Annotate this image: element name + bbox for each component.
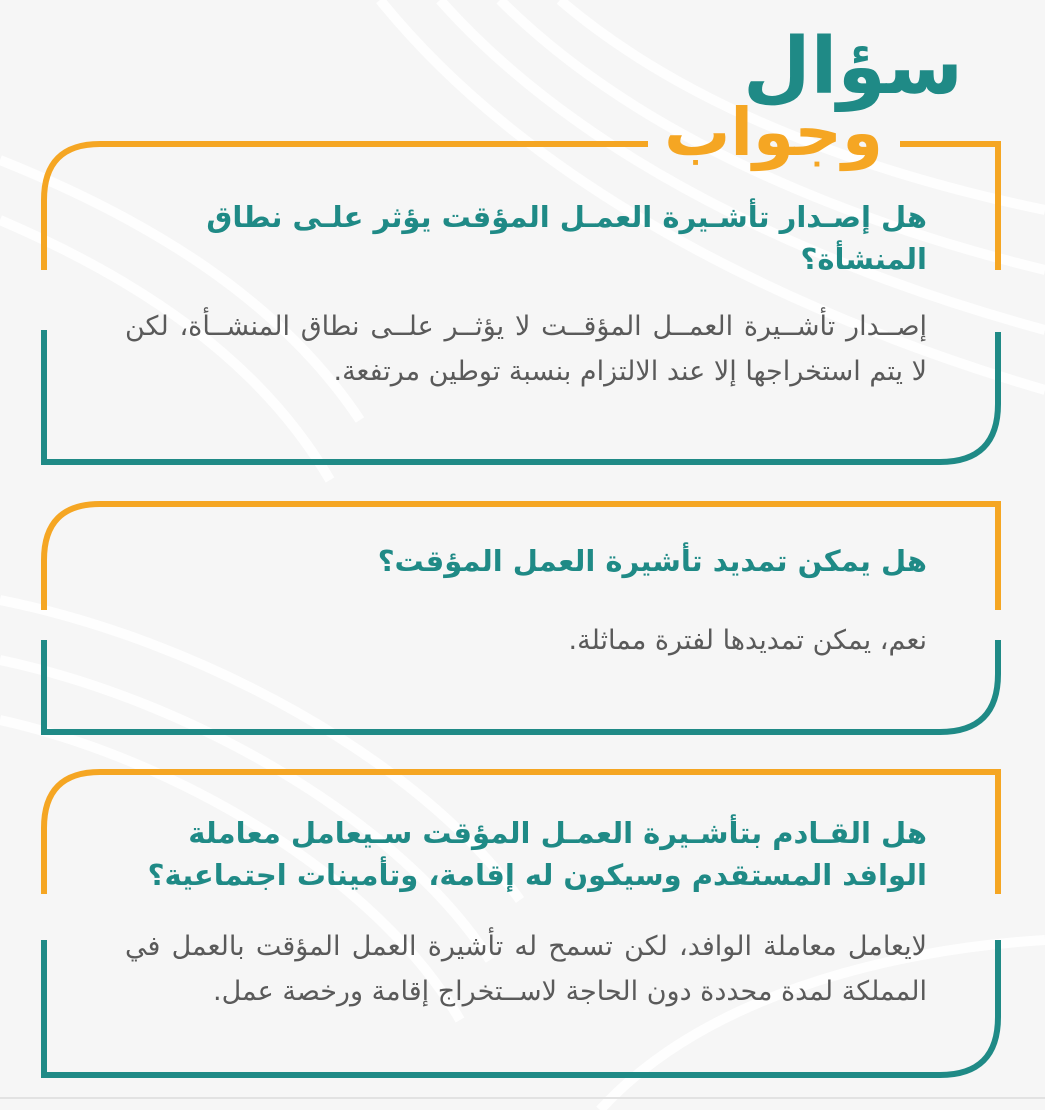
title-question: سؤال xyxy=(742,22,963,112)
faq-card-3 xyxy=(0,768,1045,1083)
faq-answer-1: إصــدار تأشــيرة العمــل المؤقــت لا يؤثــر علــى نطاق المنشــأة، لكن لا يتم استخراجها إلا عند الالتزام بنسبة توطين مرتفعة. xyxy=(125,311,927,387)
faq-question-3: هل القـادم بتأشـيرة العمـل المؤقت سـيعامل معاملة الوافد المستقدم وسيكون له إقامة، وتأمينات اجتماعية؟ xyxy=(147,816,927,892)
faq-question-2: هل يمكن تمديد تأشيرة العمل المؤقت؟ xyxy=(377,544,927,578)
faq-answer-3: لايعامل معاملة الوافد، لكن تسمح له تأشيرة العمل المؤقت بالعمل في المملكة لمدة محددة دون الحاجة لاســتخراج إقامة ورخصة عمل. xyxy=(125,931,927,1007)
faq-card-1 xyxy=(0,140,1045,470)
faq-card-2 xyxy=(0,500,1045,740)
title-answer: وجواب xyxy=(664,94,883,171)
faq-answer-2: نعم، يمكن تمديدها لفترة مماثلة. xyxy=(568,625,927,656)
faq-question-1: هل إصـدار تأشـيرة العمـل المؤقت يؤثر علـى نطاق المنشأة؟ xyxy=(206,200,927,276)
